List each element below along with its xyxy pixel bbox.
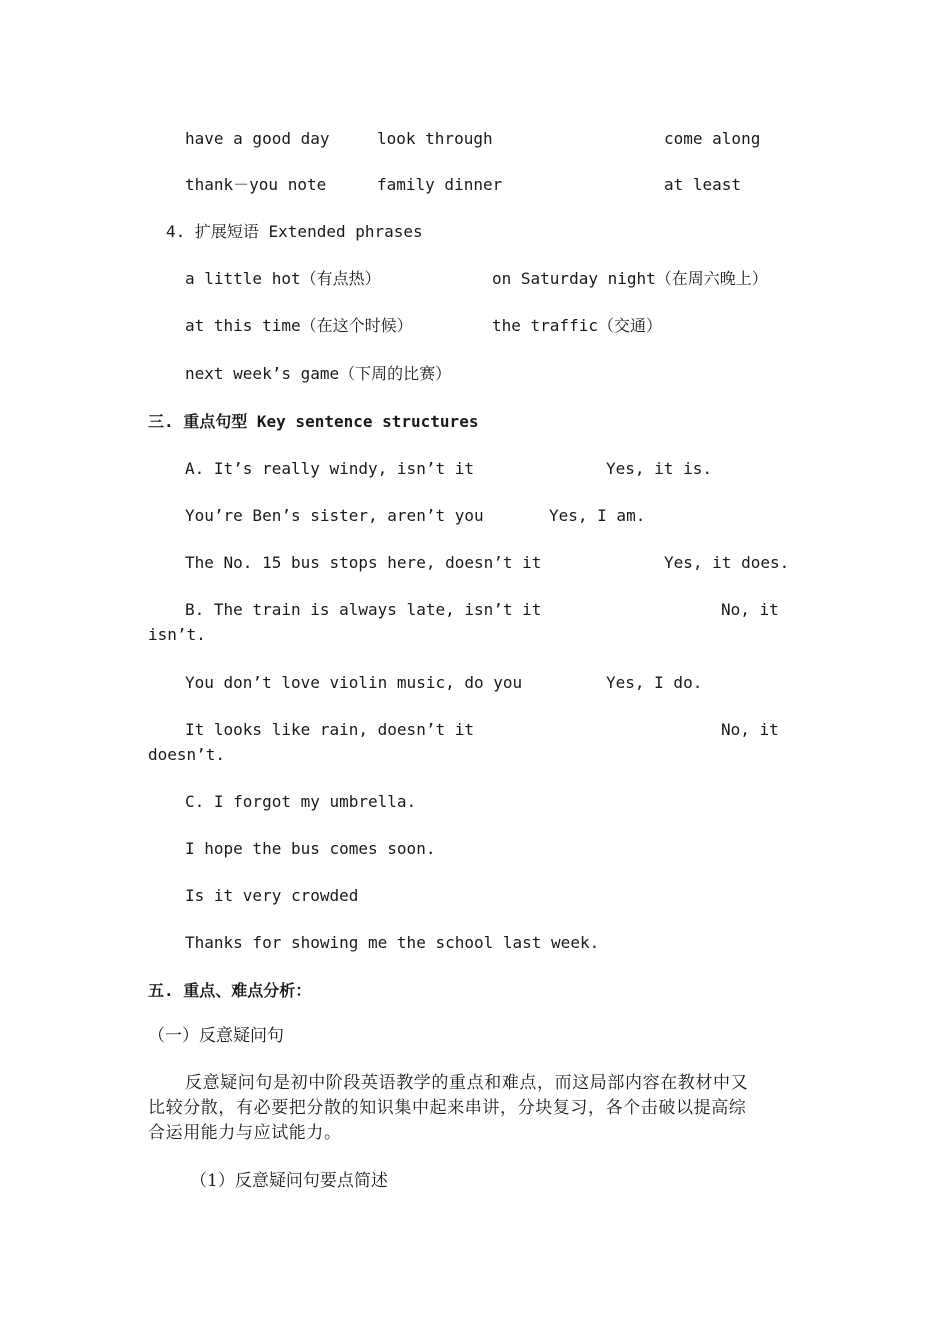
sentence-question: It looks like rain, doesn’t it (185, 720, 474, 739)
sentence-answer: Yes, I am. (549, 506, 646, 525)
phrase-come-along: come along (664, 129, 761, 148)
phrase-look-through: look through (377, 129, 493, 148)
section-5-heading: 五. 重点、难点分析： (148, 981, 312, 1000)
extended-phrase: at this time（在这个时候） (185, 316, 413, 335)
phrase-have-a-good-day: have a good day (185, 129, 330, 148)
sentence-question: A. It’s really windy, isn’t it (185, 459, 474, 478)
sentence-answer: No, it (721, 600, 779, 619)
sentence-answer: Yes, I do. (606, 673, 703, 692)
sentence-answer: Yes, it does. (664, 553, 790, 572)
section-3-heading: 三. 重点句型 Key sentence structures (148, 412, 479, 431)
subsection-heading: （1）反意疑问句要点简述 (190, 1171, 388, 1191)
sentence-question: You’re Ben’s sister, aren’t you (185, 506, 484, 525)
subsection-heading: （一）反意疑问句 (148, 1026, 284, 1046)
phrase-at-least: at least (664, 175, 742, 194)
sentence-question: You don’t love violin music, do you (185, 673, 523, 692)
phrase-family-dinner: family dinner (377, 175, 503, 194)
sentence-answer: Yes, it is. (606, 459, 712, 478)
sentence-answer: No, it (721, 720, 779, 739)
sentence-question: B. The train is always late, isn’t it (185, 600, 542, 619)
sentence-c: I hope the bus comes soon. (185, 839, 436, 858)
extended-phrase: on Saturday night（在周六晚上） (492, 269, 768, 288)
extended-phrase: next week’s game（下周的比赛） (185, 364, 452, 383)
sentence-c: Is it very crowded (185, 886, 359, 905)
sentence-c: Thanks for showing me the school last week. (185, 933, 600, 952)
extended-phrase: a little hot（有点热） (185, 269, 381, 288)
sentence-question: The No. 15 bus stops here, doesn’t it (185, 553, 542, 572)
paragraph-line: 比较分散，有必要把分散的知识集中起来串讲，分块复习，各个击破以提高综 (148, 1098, 747, 1118)
extended-phrases-heading: 4. 扩展短语 Extended phrases (166, 222, 423, 241)
sentence-c: C. I forgot my umbrella. (185, 792, 417, 811)
paragraph-line: 合运用能力与应试能力。 (148, 1123, 342, 1143)
extended-phrase: the traffic（交通） (492, 316, 662, 335)
sentence-answer-continued: doesn’t. (148, 745, 226, 764)
paragraph-line: 反意疑问句是初中阶段英语教学的重点和难点，而这局部内容在教材中又 (185, 1073, 749, 1093)
phrase-thank-you-note: thank－you note (185, 175, 327, 194)
sentence-answer-continued: isn’t. (148, 625, 206, 644)
